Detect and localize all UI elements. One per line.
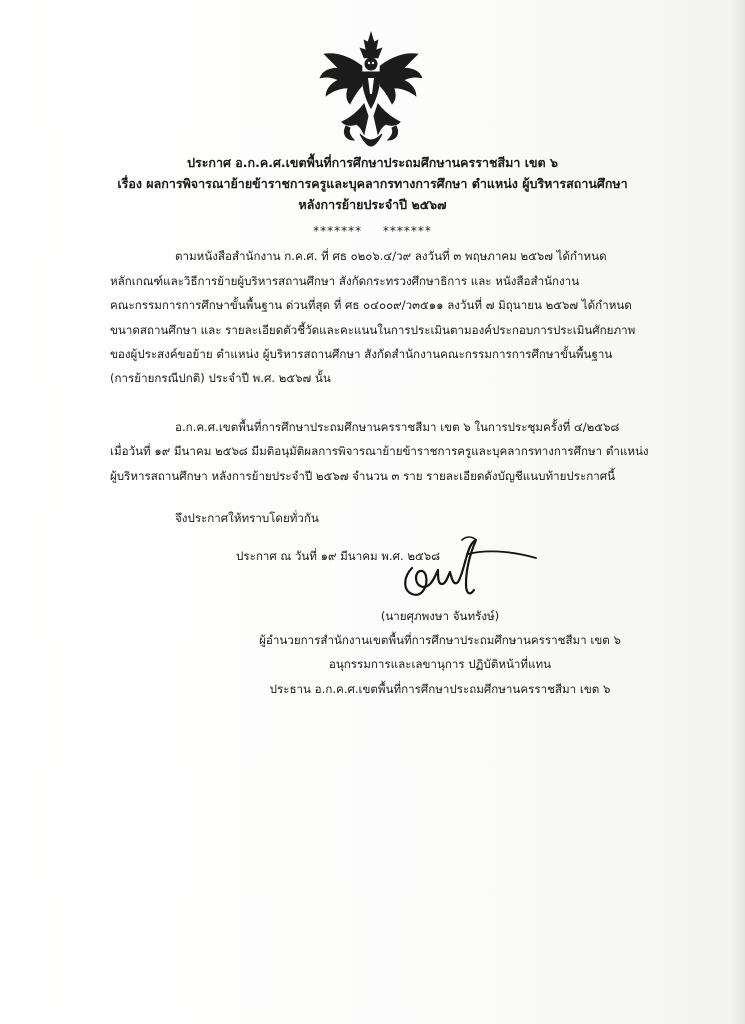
paragraph-2-line: เมื่อวันที่ ๑๙ มีนาคม ๒๕๖๘ มีมติอนุมัติผลการพิจารณาย้ายข้าราชการครูและบุคลากรทางการศึกษา ตำแหน่ง (110, 444, 649, 458)
paragraph-1-line: ของผู้ประสงค์ขอย้าย ตำแหน่ง ผู้บริหารสถานศึกษา สังกัดสำนักงานคณะกรรมการการศึกษาขั้นพื้นฐาน (110, 347, 613, 361)
garuda-emblem-icon (316, 30, 426, 148)
paragraph-1-line: หลักเกณฑ์และวิธีการย้ายผู้บริหารสถานศึกษา สังกัดกระทรวงศึกษาธิการ และ หนังสือสำนักงาน (110, 274, 580, 288)
paragraph-1-line: (การย้ายกรณีปกติ) ประจำปี พ.ศ. ๒๕๖๗ นั้น (110, 371, 331, 385)
subject-line-continued: หลังการย้ายประจำปี ๒๕๖๗ (298, 197, 447, 212)
announcement-date: ประกาศ ณ วันที่ ๑๙ มีนาคม พ.ศ. ๒๕๖๘ (236, 549, 441, 563)
paragraph-1-line: ขนาดสถานศึกษา และ รายละเอียดตัวชี้วัดและคะแนนในการประเมินตามองค์ประกอบการประเมินศักยภาพ (110, 323, 636, 337)
signer-acting-for: ประธาน อ.ก.ค.ศ.เขตพื้นที่การศึกษาประถมศึกษานครราชสีมา เขต ๖ (269, 682, 611, 696)
signer-role: อนุกรรมการและเลขานุการ ปฏิบัติหน้าที่แทน (328, 657, 552, 671)
separator-right: ******* (382, 224, 432, 238)
paragraph-2-line: อ.ก.ค.ศ.เขตพื้นที่การศึกษาประถมศึกษานครราชสีมา เขต ๖ ในการประชุมครั้งที่ ๔/๒๕๖๘ (175, 420, 620, 434)
page-edge-shadow (731, 0, 745, 1024)
separator (0, 224, 745, 238)
signer-position: ผู้อำนวยการสำนักงานเขตพื้นที่การศึกษาประถมศึกษานครราชสีมา เขต ๖ (259, 633, 621, 647)
paragraph-2-line: ผู้บริหารสถานศึกษา หลังการย้ายประจำปี ๒๕๖๗ จำนวน ๓ ราย รายละเอียดดังบัญชีแนบท้ายประกาศนี้ (110, 469, 616, 483)
subject-line: เรื่อง ผลการพิจารณาย้ายข้าราชการครูและบุคลากรทางการศึกษา ตำแหน่ง ผู้บริหารสถานศึกษา (117, 176, 628, 191)
paragraph-1-line: ตามหนังสือสำนักงาน ก.ค.ศ. ที่ ศธ ๐๒๐๖.๔/ว๙ ลงวันที่ ๓ พฤษภาคม ๒๕๖๗ ได้กำหนด (175, 249, 607, 263)
paragraph-1-line: คณะกรรมการการศึกษาขั้นพื้นฐาน ด่วนที่สุด ที่ ศธ ๐๔๐๐๙/ว๓๕๑๑ ลงวันที่ ๗ มิถุนายน ๒๕๖๗ ได้กำหนด (110, 298, 632, 312)
signer-name: (นายศุภพงษา จันทรังษ์) (380, 609, 500, 623)
announcement-title: ประกาศ อ.ก.ค.ศ.เขตพื้นที่การศึกษาประถมศึกษานครราชสีมา เขต ๖ (187, 155, 558, 170)
handwritten-signature (372, 528, 542, 608)
closing-statement: จึงประกาศให้ทราบโดยทั่วกัน (175, 511, 319, 525)
separator-left: ******* (313, 224, 363, 238)
